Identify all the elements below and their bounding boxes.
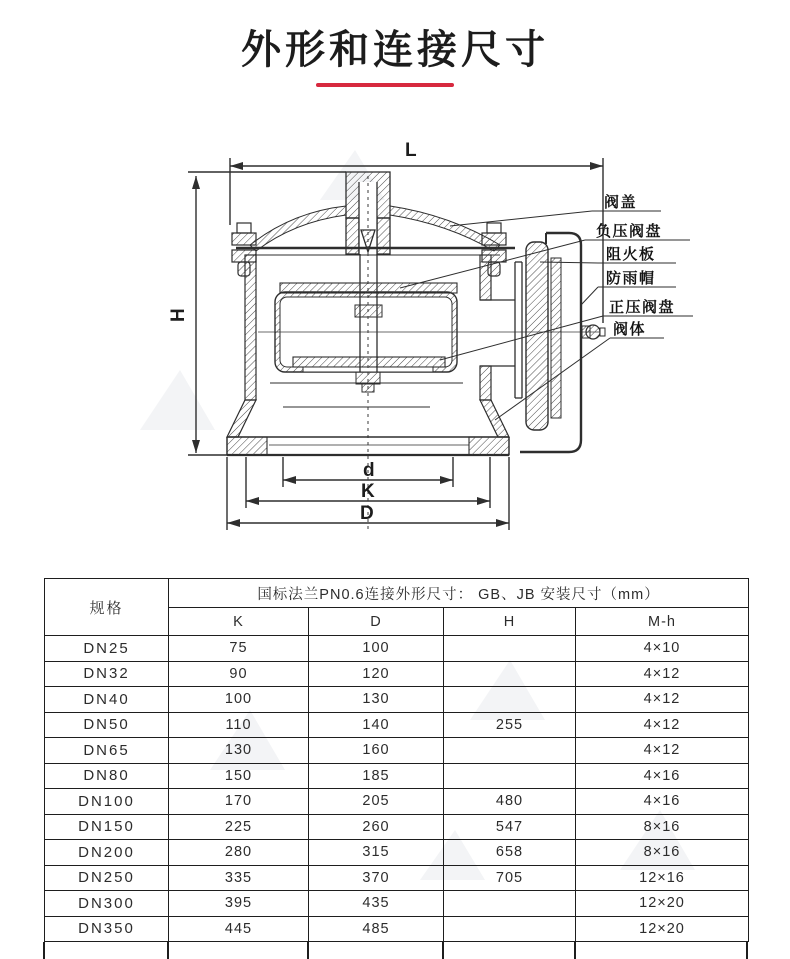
- value-cell: 170: [169, 789, 309, 815]
- table-row: [45, 738, 749, 764]
- value-cell: 140: [309, 712, 444, 738]
- value-cell: 658: [444, 840, 576, 866]
- spec-cell: DN50: [45, 712, 169, 738]
- value-cell: 315: [309, 840, 444, 866]
- table-cutoff-line: [574, 942, 576, 959]
- value-cell: 4×12: [576, 661, 749, 687]
- value-cell: 130: [169, 738, 309, 764]
- spec-cell: DN300: [45, 891, 169, 917]
- value-cell: 480: [444, 789, 576, 815]
- value-cell: 335: [169, 865, 309, 891]
- table-cutoff-line: [442, 942, 444, 959]
- spec-cell: DN65: [45, 738, 169, 764]
- value-cell: [444, 738, 576, 764]
- table-body: [45, 636, 749, 942]
- table-row: [45, 916, 749, 942]
- value-cell: 370: [309, 865, 444, 891]
- column-header-D: D: [309, 608, 444, 636]
- value-cell: 225: [169, 814, 309, 840]
- value-cell: [444, 687, 576, 713]
- table-row: [45, 789, 749, 815]
- value-cell: 4×12: [576, 738, 749, 764]
- value-cell: 12×20: [576, 916, 749, 942]
- table-cutoff-line: [167, 942, 169, 959]
- value-cell: 205: [309, 789, 444, 815]
- value-cell: 255: [444, 712, 576, 738]
- value-cell: [444, 916, 576, 942]
- value-cell: [444, 763, 576, 789]
- part-label-rain-cap: 防雨帽: [606, 270, 656, 287]
- table-cutoff-line: [307, 942, 309, 959]
- table-row: [45, 763, 749, 789]
- table-cutoff-line: [746, 942, 748, 959]
- value-cell: 8×16: [576, 814, 749, 840]
- value-cell: 547: [444, 814, 576, 840]
- spec-cell: DN100: [45, 789, 169, 815]
- column-header-spec: 规格: [45, 579, 169, 636]
- value-cell: 485: [309, 916, 444, 942]
- value-cell: 12×16: [576, 865, 749, 891]
- part-label-flame-arrester: 阻火板: [606, 246, 656, 263]
- spec-cell: DN32: [45, 661, 169, 687]
- column-header-K: K: [169, 608, 309, 636]
- value-cell: 90: [169, 661, 309, 687]
- value-cell: 150: [169, 763, 309, 789]
- spec-cell: DN250: [45, 865, 169, 891]
- value-cell: 4×10: [576, 636, 749, 662]
- value-cell: 8×16: [576, 840, 749, 866]
- table-row: [45, 687, 749, 713]
- dim-label-L: L: [405, 140, 417, 161]
- value-cell: 100: [309, 636, 444, 662]
- value-cell: [444, 891, 576, 917]
- column-header-H: H: [444, 608, 576, 636]
- value-cell: 445: [169, 916, 309, 942]
- value-cell: 12×20: [576, 891, 749, 917]
- spec-cell: DN25: [45, 636, 169, 662]
- table-row: [45, 891, 749, 917]
- spec-cell: DN40: [45, 687, 169, 713]
- table-row: [45, 814, 749, 840]
- value-cell: 4×12: [576, 712, 749, 738]
- value-cell: 4×16: [576, 763, 749, 789]
- table-row: [45, 636, 749, 662]
- column-header-Mh: M-h: [576, 608, 749, 636]
- table-cutoff-line: [43, 942, 45, 959]
- part-label-valve-cover: 阀盖: [604, 194, 638, 211]
- value-cell: 75: [169, 636, 309, 662]
- value-cell: 705: [444, 865, 576, 891]
- value-cell: [444, 636, 576, 662]
- value-cell: 4×16: [576, 789, 749, 815]
- value-cell: 4×12: [576, 687, 749, 713]
- table-row: [45, 840, 749, 866]
- value-cell: 185: [309, 763, 444, 789]
- dimension-table: [44, 578, 749, 942]
- spec-cell: DN350: [45, 916, 169, 942]
- table-row: [45, 661, 749, 687]
- value-cell: 120: [309, 661, 444, 687]
- value-cell: [444, 661, 576, 687]
- value-cell: 100: [169, 687, 309, 713]
- part-label-vacuum-disc: 负压阀盘: [596, 223, 663, 240]
- spec-cell: DN80: [45, 763, 169, 789]
- value-cell: 280: [169, 840, 309, 866]
- part-label-valve-body: 阀体: [613, 321, 647, 338]
- dim-label-d: d: [363, 460, 375, 481]
- value-cell: 260: [309, 814, 444, 840]
- table-row: [45, 712, 749, 738]
- dim-label-D: D: [360, 503, 374, 524]
- value-cell: 110: [169, 712, 309, 738]
- value-cell: 395: [169, 891, 309, 917]
- spec-cell: DN200: [45, 840, 169, 866]
- page-title: 外形和连接尺寸: [241, 28, 549, 72]
- value-cell: 160: [309, 738, 444, 764]
- value-cell: 130: [309, 687, 444, 713]
- table-row: [45, 865, 749, 891]
- dim-label-K: K: [361, 481, 375, 502]
- part-label-pressure-disc: 正压阀盘: [609, 299, 676, 316]
- value-cell: 435: [309, 891, 444, 917]
- table-group-header: 国标法兰PN0.6连接外形尺寸： GB、JB 安装尺寸（mm）: [169, 579, 749, 608]
- dim-label-H: H: [168, 308, 189, 322]
- spec-cell: DN150: [45, 814, 169, 840]
